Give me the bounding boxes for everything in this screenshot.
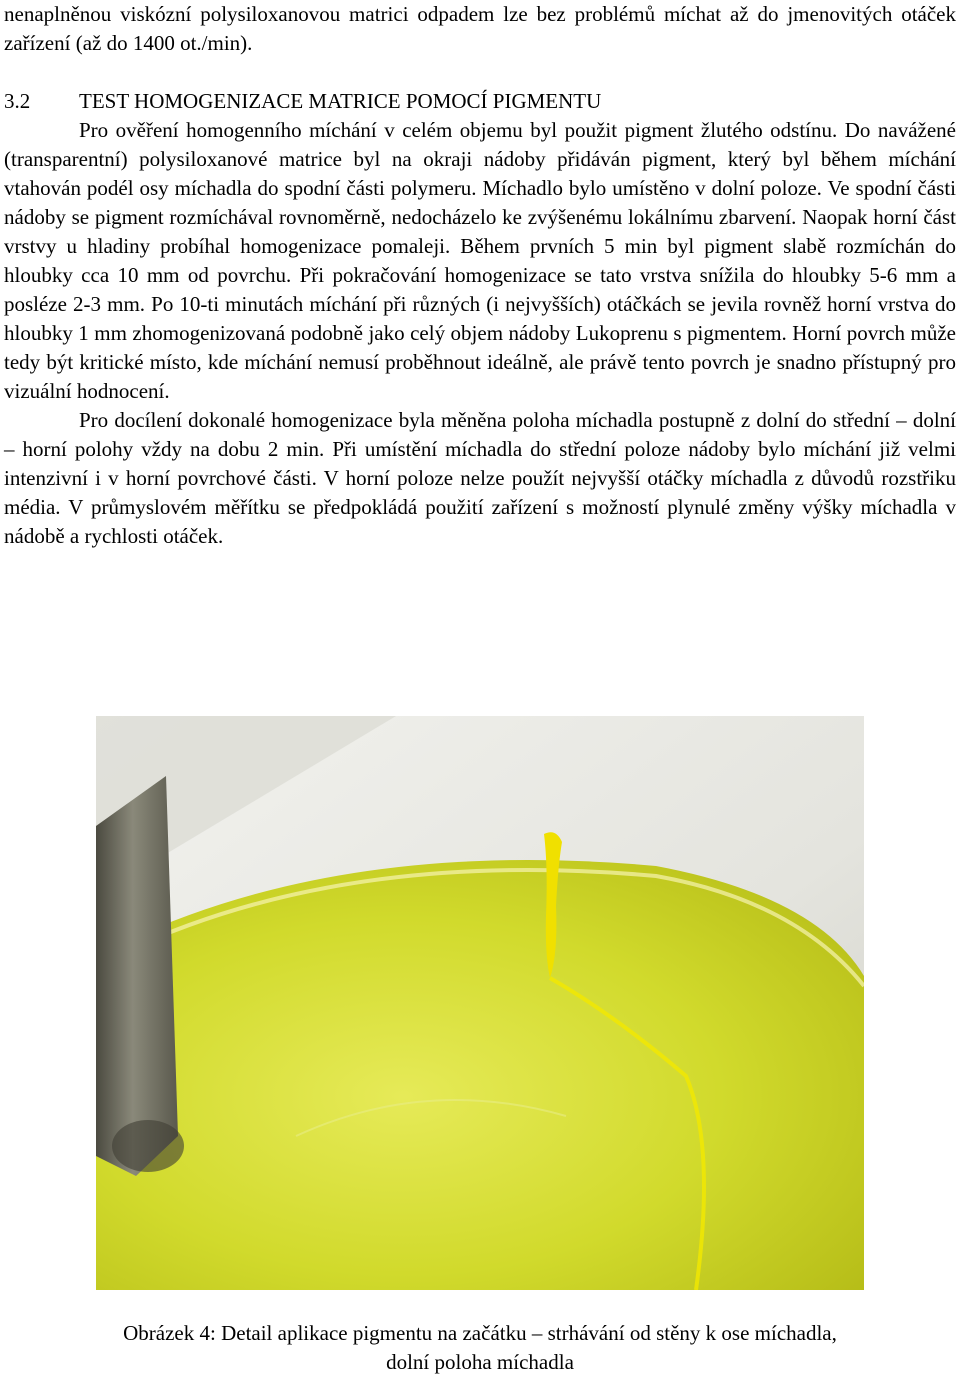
paragraph-gap xyxy=(4,58,956,87)
figure-caption-line-2: dolní poloha míchadla xyxy=(386,1350,574,1374)
document-page xyxy=(4,0,956,551)
intro-paragraph: nenaplněnou viskózní polysiloxanovou matrici odpadem lze bez problémů míchat až do jmenovitých otáček zařízení (až do 1400 ot./min). xyxy=(4,2,956,55)
mixer-shaft xyxy=(96,776,178,1176)
figure-photo-mixing-container xyxy=(96,716,864,1290)
section-title: TEST HOMOGENIZACE MATRICE POMOCÍ PIGMENTU xyxy=(79,89,602,113)
figure-caption-line-1: Obrázek 4: Detail aplikace pigmentu na začátku – strhávání od stěny k ose míchadla, xyxy=(123,1321,837,1345)
figure-caption xyxy=(0,1319,960,1377)
body-paragraph-pigment-test: Pro ověření homogenního míchání v celém objemu byl použit pigment žlutého odstínu. Do navážené (transparentní) polysiloxanové matrice byl na okraji nádoby přidáván pigment, který byl během míchání vtahován podél osy míchadla do spodní části polymeru. Míchadlo bylo umístěno v dolní poloze. Ve spodní části nádoby se pigment rozmíchával rovnoměrně, nedocházelo ke zvýšenému lokálnímu zbarvení. Naopak horní část vrstvy u hladiny probíhal homogenizace pomaleji. Během prvních 5 min byl pigment slabě rozmíchán do hloubky cca 10 mm od povrchu. Při pokračování homogenizace se tato vrstva snížila do hloubky 5-6 mm a posléze 2-3 mm. Po 10-ti minutách míchání při různých (i nejvyšších) otáčkách se jevila rovněž horní vrstva do hloubky 1 mm zhomogenizovaná podobně jako celý objem nádoby Lukoprenu s pigmentem. Horní povrch může tedy být kritické místo, kde míchání nemusí proběhnout ideálně, ale právě tento povrch je snadno přístupný pro vizuální hodnocení. xyxy=(4,118,956,403)
section-number: 3.2 xyxy=(4,89,31,113)
body-paragraph-mixer-position: Pro docílení dokonalé homogenizace byla měněna poloha míchadla postupně z dolní do střední – dolní – horní polohy vždy na dobu 2 min. Při umístění míchadla do střední poloze nádoby bylo míchání již velmi intenzivní i v horní povrchové části. V horní poloze nelze použít nejvyšší otáčky míchadla z důvodů rozstřiku média. V průmyslovém měřítku se předpokládá použití zařízení s možností plynulé změny výšky míchadla v nádobě a rychlosti otáček. xyxy=(4,408,956,548)
section-heading xyxy=(4,87,956,116)
